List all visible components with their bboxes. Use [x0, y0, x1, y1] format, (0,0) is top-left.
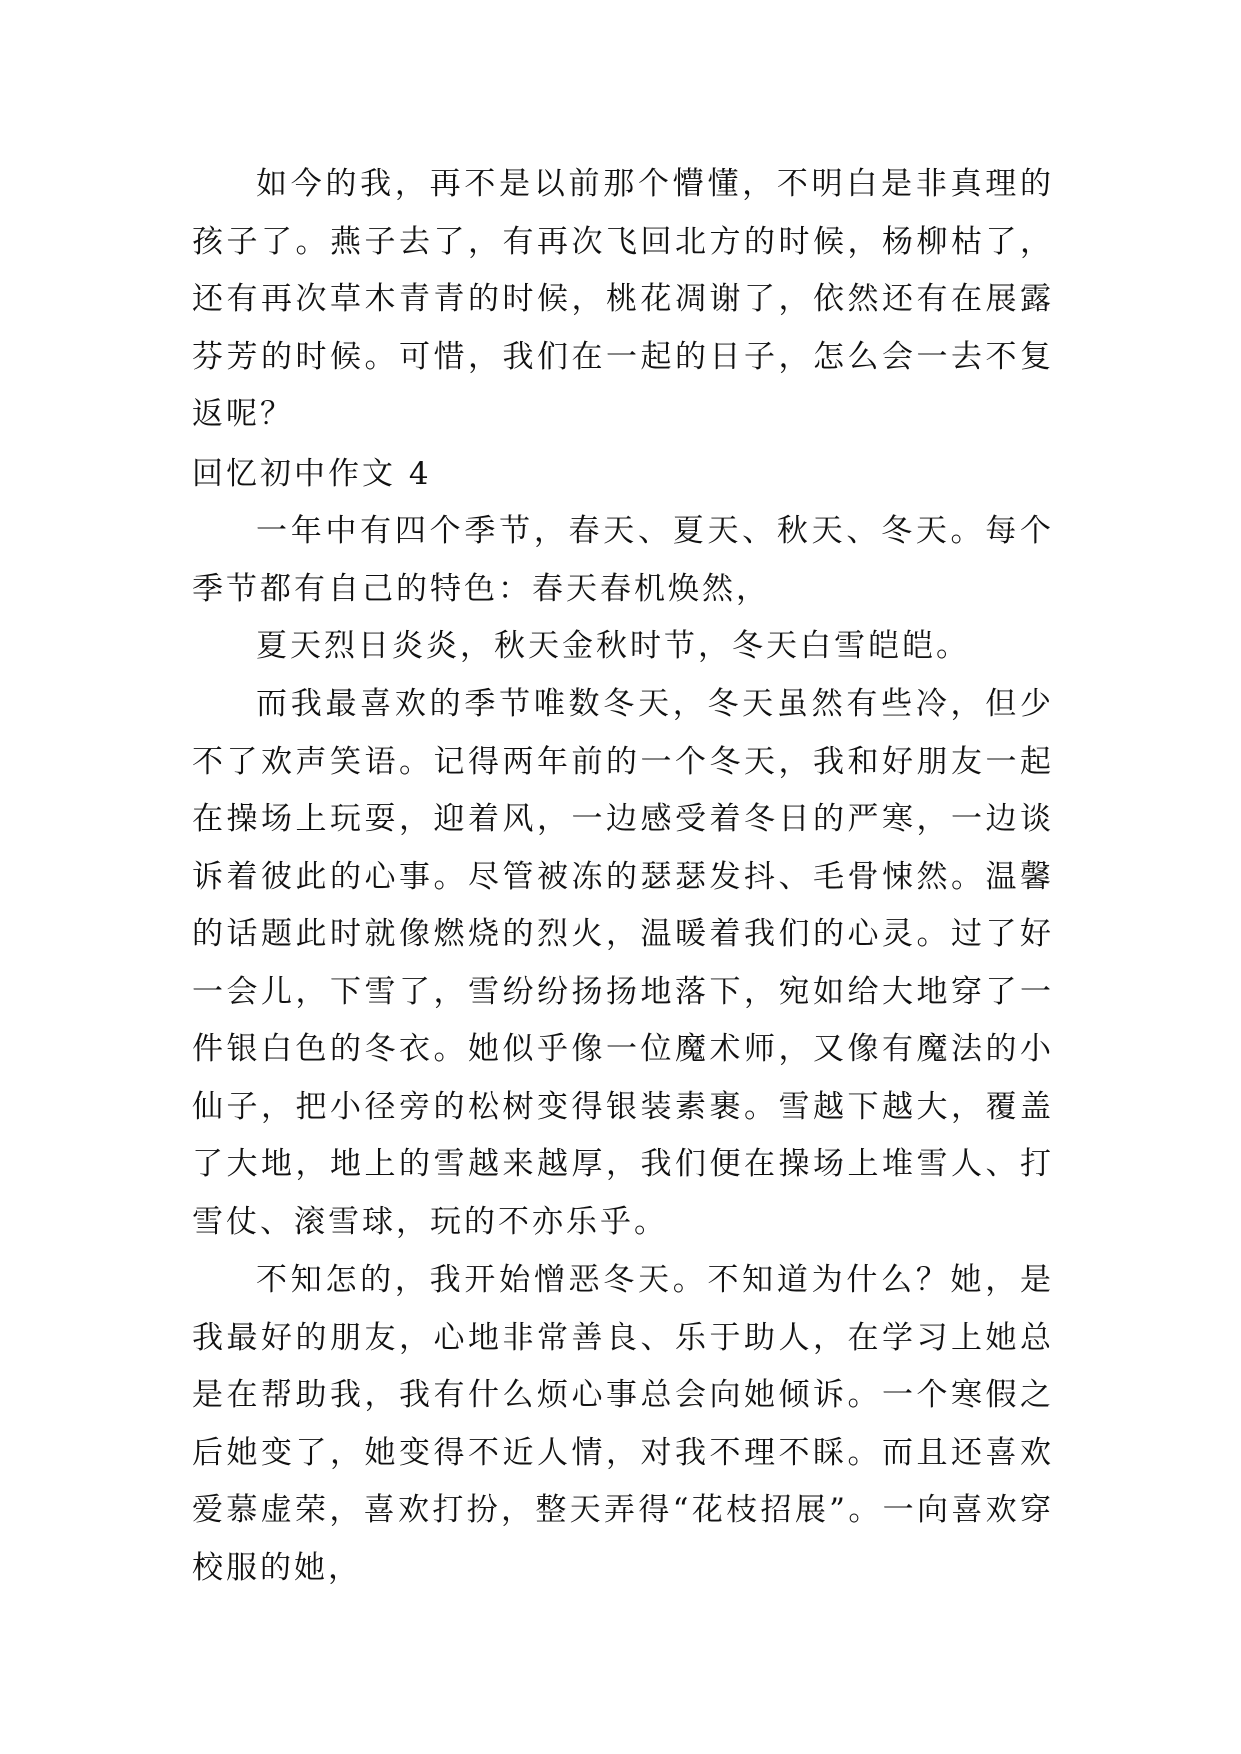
paragraph-4: 而我最喜欢的季节唯数冬天，冬天虽然有些冷，但少不了欢声笑语。记得两年前的一个冬天，我和好朋友一起在操场上玩耍，迎着风，一边感受着冬日的严寒，一边谈诉着彼此的心事。尽管被冻的瑟瑟发抖、毛骨悚然。温馨的话题此时就像燃烧的烈火，温暖着我们的心灵。过了好一会儿，下雪了，雪纷纷扬扬地落下，宛如给大地穿了一件银白色的冬衣。她似乎像一位魔术师，又像有魔法的小仙子，把小径旁的松树变得银装素裹。雪越下越大，覆盖了大地，地上的雪越来越厚，我们便在操场上堆雪人、打雪仗、滚雪球，玩的不亦乐乎。 — [192, 686, 1054, 1240]
paragraph-3: 夏天烈日炎炎，秋天金秋时节，冬天白雪皑皑。 — [256, 628, 970, 664]
section-heading: 回忆初中作文 4 — [192, 456, 432, 492]
paragraph-5: 不知怎的，我开始憎恶冬天。不知道为什么？她，是我最好的朋友，心地非常善良、乐于助人，在学习上她总是在帮助我，我有什么烦心事总会向她倾诉。一个寒假之后她变了，她变得不近人情，对我不理不睬。而且还喜欢爱慕虚荣，喜欢打扮，整天弄得“花枝招展”。一向喜欢穿校服的她， — [192, 1262, 1054, 1586]
paragraph-1: 如今的我，再不是以前那个懵懂，不明白是非真理的孩子了。燕子去了，有再次飞回北方的时候，杨柳枯了，还有再次草木青青的时候，桃花凋谢了，依然还有在展露芬芳的时候。可惜，我们在一起的日子，怎么会一去不复返呢？ — [192, 166, 1054, 432]
paragraph-2: 一年中有四个季节，春天、夏天、秋天、冬天。每个季节都有自己的特色：春天春机焕然， — [192, 513, 1054, 607]
